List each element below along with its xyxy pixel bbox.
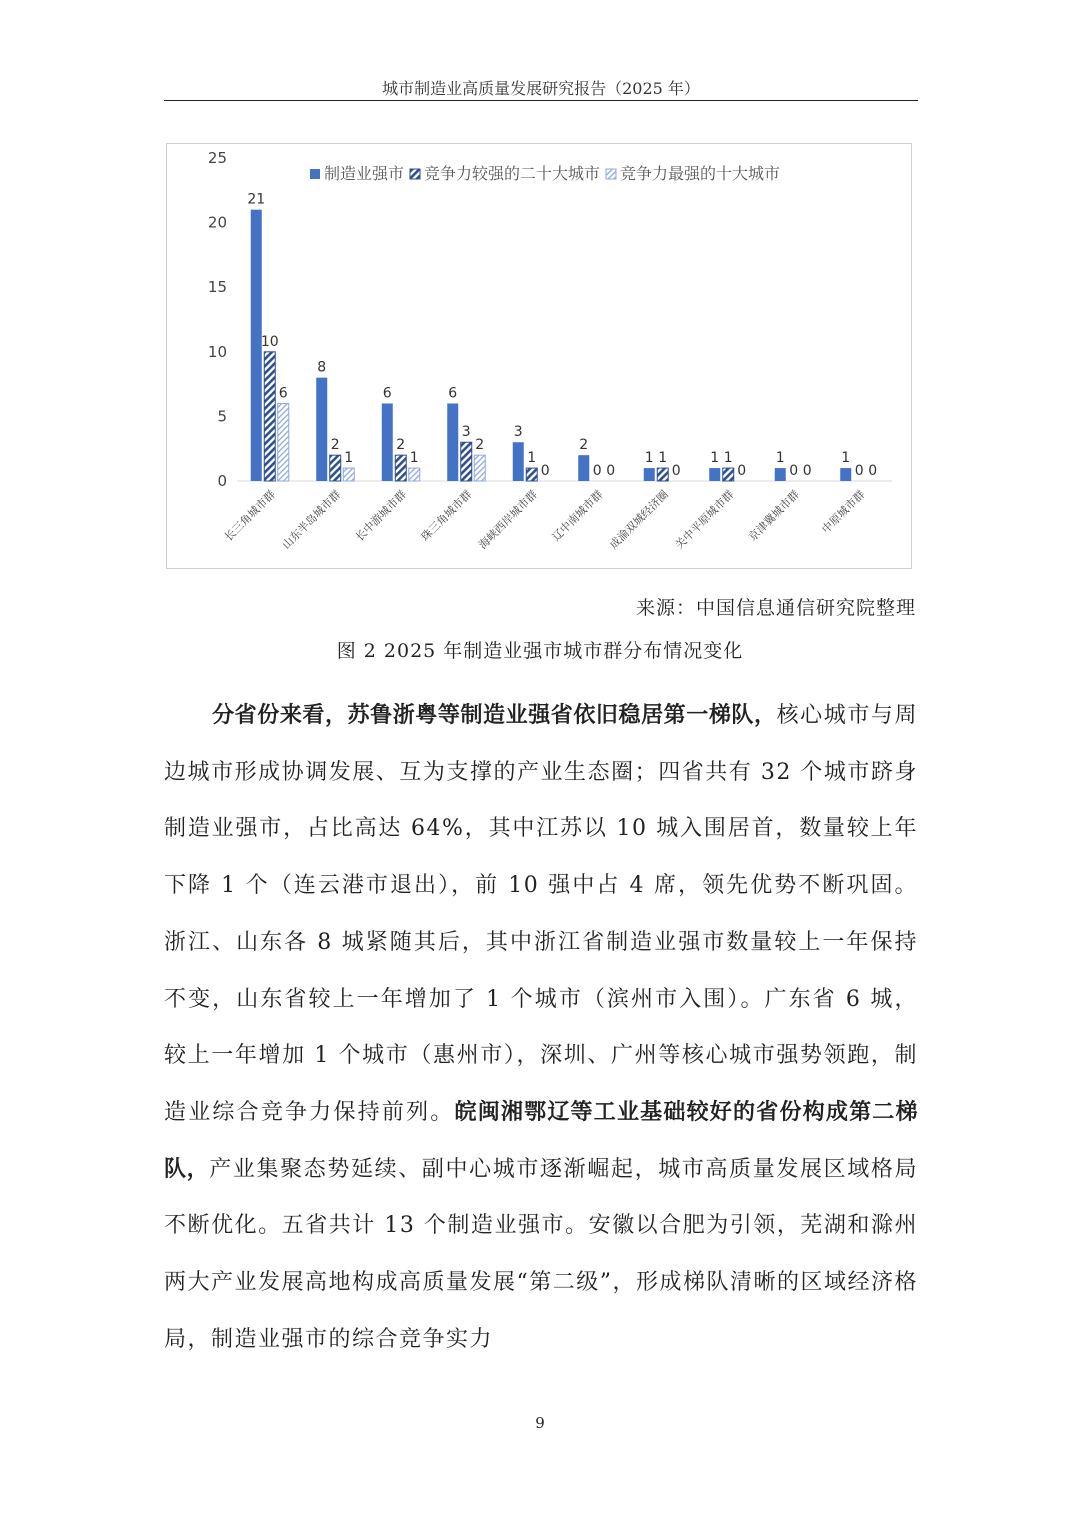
lead-sentence-2: 皖闽湘鄂辽等工业基础较好的省份构成第二梯队，	[164, 1099, 918, 1182]
bar	[330, 455, 341, 481]
body-text-1: 核心城市与周边城市形成协调发展、互为支撑的产业生态圈；四省共有 32 个城市跻身制造业强市，占比高达 64%，其中江苏以 10 城入围居首，数量较上年下降 1 个（连云港市退出），前 10 强中占 4 席，领先优势不断巩固。浙江、山东各 8 城紧随其后，其中浙江省制造业强市数量较上一年保持不变，山东省较上一年增加了 1 个城市（滨州市入围）。广东省 6 城，较上一年增加 1 个城市（惠州市），深圳、广州等核心城市强势领跑，制造业综合竞争力保持前列。	[164, 703, 918, 1125]
legend-label: 制造业强市	[324, 164, 405, 183]
data-label: 2	[330, 437, 340, 454]
bar	[513, 442, 524, 481]
y-tick-label: 10	[207, 342, 227, 361]
data-label: 0	[671, 463, 681, 479]
data-label: 0	[737, 463, 747, 479]
bar	[644, 468, 655, 481]
y-tick-label: 20	[207, 213, 227, 232]
data-label: 3	[513, 424, 523, 441]
figure-caption: 图 2 2025 年制造业强市城市群分布情况变化	[336, 640, 744, 662]
bar	[316, 378, 327, 481]
y-tick-label: 25	[207, 149, 227, 167]
data-label: 8	[317, 359, 327, 376]
data-label: 2	[475, 437, 485, 454]
data-label: 21	[247, 191, 266, 208]
data-label: 1	[658, 450, 668, 467]
data-label: 1	[409, 450, 419, 467]
bars	[251, 210, 852, 481]
x-tick-label: 珠三角城市群	[418, 487, 475, 544]
y-axis-tick-labels	[208, 149, 227, 490]
bar	[343, 468, 354, 481]
bar	[409, 468, 420, 481]
legend-label: 竞争力较强的二十大城市	[424, 164, 601, 183]
bar	[382, 403, 393, 481]
data-label: 6	[278, 385, 288, 402]
data-label: 3	[461, 424, 471, 441]
data-label: 0	[592, 463, 602, 479]
y-tick-label: 5	[217, 407, 227, 426]
data-label: 0	[868, 463, 878, 479]
x-tick-label: 京津冀城市群	[746, 487, 802, 544]
data-label: 0	[606, 463, 616, 479]
data-label: 10	[260, 333, 279, 350]
body-text-2: 产业集聚态势延续、副中心城市逐渐崛起，城市高质量发展区域格局不断优化。五省共计 13 个制造业强市。安徽以合肥为引领，芜湖和滁州两大产业发展高地构成高质量发展“第二级”，形成梯队清晰的区域经济格局，制造业强市的综合竞争实力	[164, 1156, 918, 1352]
data-label: 0	[540, 463, 550, 479]
bar	[578, 455, 589, 481]
bar	[775, 468, 786, 481]
data-label: 0	[789, 463, 799, 479]
data-label: 1	[344, 450, 354, 467]
legend-label: 竞争力最强的十大城市	[620, 164, 781, 183]
data-label: 0	[854, 463, 864, 479]
data-label: 6	[382, 385, 392, 402]
chart-frame	[166, 143, 912, 569]
page-number: 9	[535, 1414, 545, 1432]
data-label: 1	[644, 450, 654, 467]
chart-legend	[310, 164, 780, 183]
data-labels	[247, 192, 877, 479]
bar	[723, 468, 734, 481]
bar	[264, 352, 275, 481]
bar	[278, 403, 289, 481]
data-label: 6	[448, 385, 458, 402]
x-axis-tick-labels	[221, 487, 867, 551]
x-tick-label: 长中游城市群	[353, 487, 409, 544]
x-tick-label: 中原城市群	[819, 487, 868, 537]
x-tick-label: 海峡西岸城市群	[476, 487, 540, 552]
bar	[447, 403, 458, 481]
bar	[526, 468, 537, 481]
bar	[474, 455, 485, 481]
x-tick-label: 成渝双城经济圈	[607, 487, 671, 552]
bar	[709, 468, 720, 481]
data-label: 2	[396, 437, 406, 454]
x-tick-label: 山东半岛城市群	[279, 487, 344, 552]
data-label: 1	[723, 450, 733, 467]
bar	[461, 442, 472, 481]
lead-sentence-1: 分省份来看，苏鲁浙粤等制造业强省依旧稳居第一梯队，	[212, 703, 777, 728]
data-label: 1	[710, 450, 720, 467]
x-tick-label: 长三角城市群	[222, 487, 278, 544]
data-label: 1	[775, 450, 785, 467]
x-tick-label: 辽中南城市群	[549, 487, 606, 544]
legend-swatch	[410, 169, 420, 179]
legend-swatch	[606, 169, 616, 179]
y-tick-label: 15	[207, 278, 227, 297]
x-tick-label: 关中平原城市群	[672, 487, 737, 552]
bar	[840, 468, 851, 481]
chart-source: 来源：中国信息通信研究院整理	[635, 597, 916, 619]
bar	[395, 455, 406, 481]
body-paragraph	[164, 688, 918, 1368]
data-label: 2	[579, 437, 589, 454]
bar-chart	[167, 144, 913, 570]
data-label: 0	[802, 463, 812, 479]
data-label: 1	[527, 450, 537, 467]
y-tick-label: 0	[217, 472, 227, 490]
bar	[657, 468, 668, 481]
data-label: 1	[841, 450, 851, 467]
page-header: 城市制造业高质量发展研究报告（2025 年）	[382, 79, 700, 98]
header-rule	[164, 100, 918, 101]
legend-swatch	[310, 169, 320, 179]
